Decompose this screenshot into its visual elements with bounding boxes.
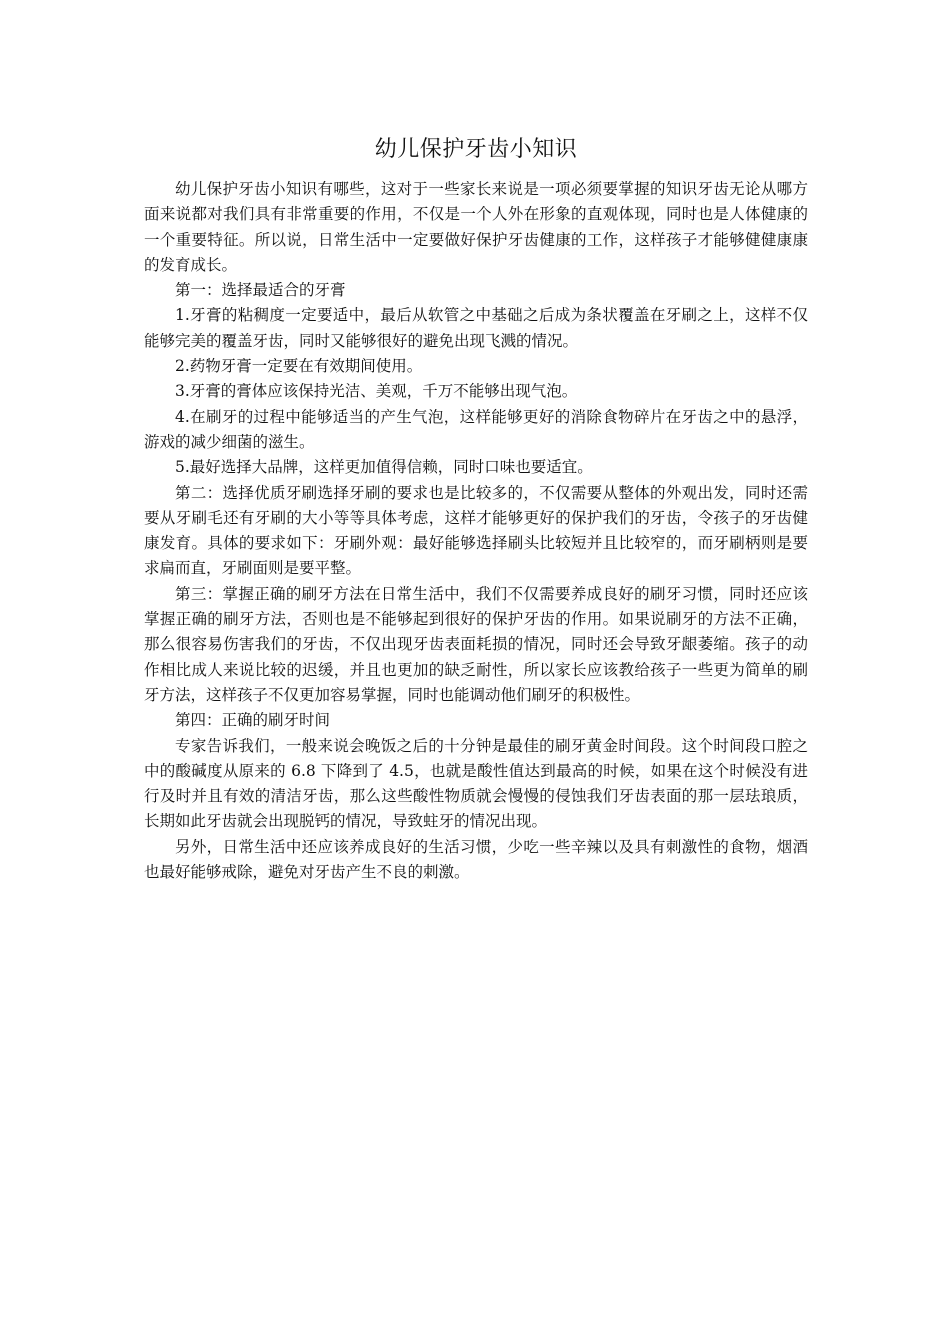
section-paragraph-4: 专家告诉我们，一般来说会晚饭之后的十分钟是最佳的刷牙黄金时间段。这个时间段口腔之中的酸碱度从原来的 6.8 下降到了 4.5，也就是酸性值达到最高的时候，如果在这个时候没有进行及时并且有效的清洁牙齿，那么这些酸性物质就会慢慢的侵蚀我们牙齿表面的那一层珐琅质，长期如此牙齿就会出现脱钙的情况，导致蛀牙的情况出现。 xyxy=(144,736,808,831)
intro-paragraph: 幼儿保护牙齿小知识有哪些，这对于一些家长来说是一项必须要掌握的知识牙齿无论从哪方面来说都对我们具有非常重要的作用，不仅是一个人外在形象的直观体现，同时也是人体健康的一个重要特征。所以说，日常生活中一定要做好保护牙齿健康的工作，这样孩子才能够健健康康的发育成长。 xyxy=(144,180,808,274)
document-body xyxy=(144,133,808,885)
section-heading-4: 第四：正确的刷牙时间 xyxy=(175,711,331,730)
list-item-2: 2.药物牙膏一定要在有效期间使用。 xyxy=(175,357,423,376)
section-heading-1: 第一：选择最适合的牙膏 xyxy=(175,281,346,300)
section-paragraph-3: 第三：掌握正确的刷牙方法在日常生活中，我们不仅需要养成良好的刷牙习惯，同时还应该掌握正确的刷牙方法，否则也是不能够起到很好的保护牙齿的作用。如果说刷牙的方法不正确，那么很容易伤害我们的牙齿，不仅出现牙齿表面耗损的情况，同时还会导致牙龈萎缩。孩子的动作相比成人来说比较的迟缓，并且也更加的缺乏耐性，所以家长应该教给孩子一些更为简单的刷牙方法，这样孩子不仅更加容易掌握，同时也能调动他们刷牙的积极性。 xyxy=(144,584,808,704)
list-item-4: 4.在刷牙的过程中能够适当的产生气泡，这样能够更好的消除食物碎片在牙齿之中的悬浮，游戏的减少细菌的滋生。 xyxy=(144,407,808,451)
document-title: 幼儿保护牙齿小知识 xyxy=(374,137,578,162)
list-item-3: 3.牙膏的膏体应该保持光洁、美观，千万不能够出现气泡。 xyxy=(175,382,578,401)
list-item-5: 5.最好选择大品牌，这样更加值得信赖，同时口味也要适宜。 xyxy=(175,458,593,477)
list-item-1: 1.牙膏的粘稠度一定要适中，最后从软管之中基础之后成为条状覆盖在牙刷之上，这样不仅能够完美的覆盖牙齿，同时又能够很好的避免出现飞溅的情况。 xyxy=(144,306,808,350)
closing-paragraph: 另外，日常生活中还应该养成良好的生活习惯，少吃一些辛辣以及具有刺激性的食物，烟酒也最好能够戒除，避免对牙齿产生不良的刺激。 xyxy=(144,837,808,882)
section-paragraph-2: 第二：选择优质牙刷选择牙刷的要求也是比较多的，不仅需要从整体的外观出发，同时还需要从牙刷毛还有牙刷的大小等等具体考虑，这样才能够更好的保护我们的牙齿，令孩子的牙齿健康发育。具体的要求如下：牙刷外观：最好能够选择刷头比较短并且比较窄的，而牙刷柄则是要求扁而直，牙刷面则是要平整。 xyxy=(144,483,808,578)
